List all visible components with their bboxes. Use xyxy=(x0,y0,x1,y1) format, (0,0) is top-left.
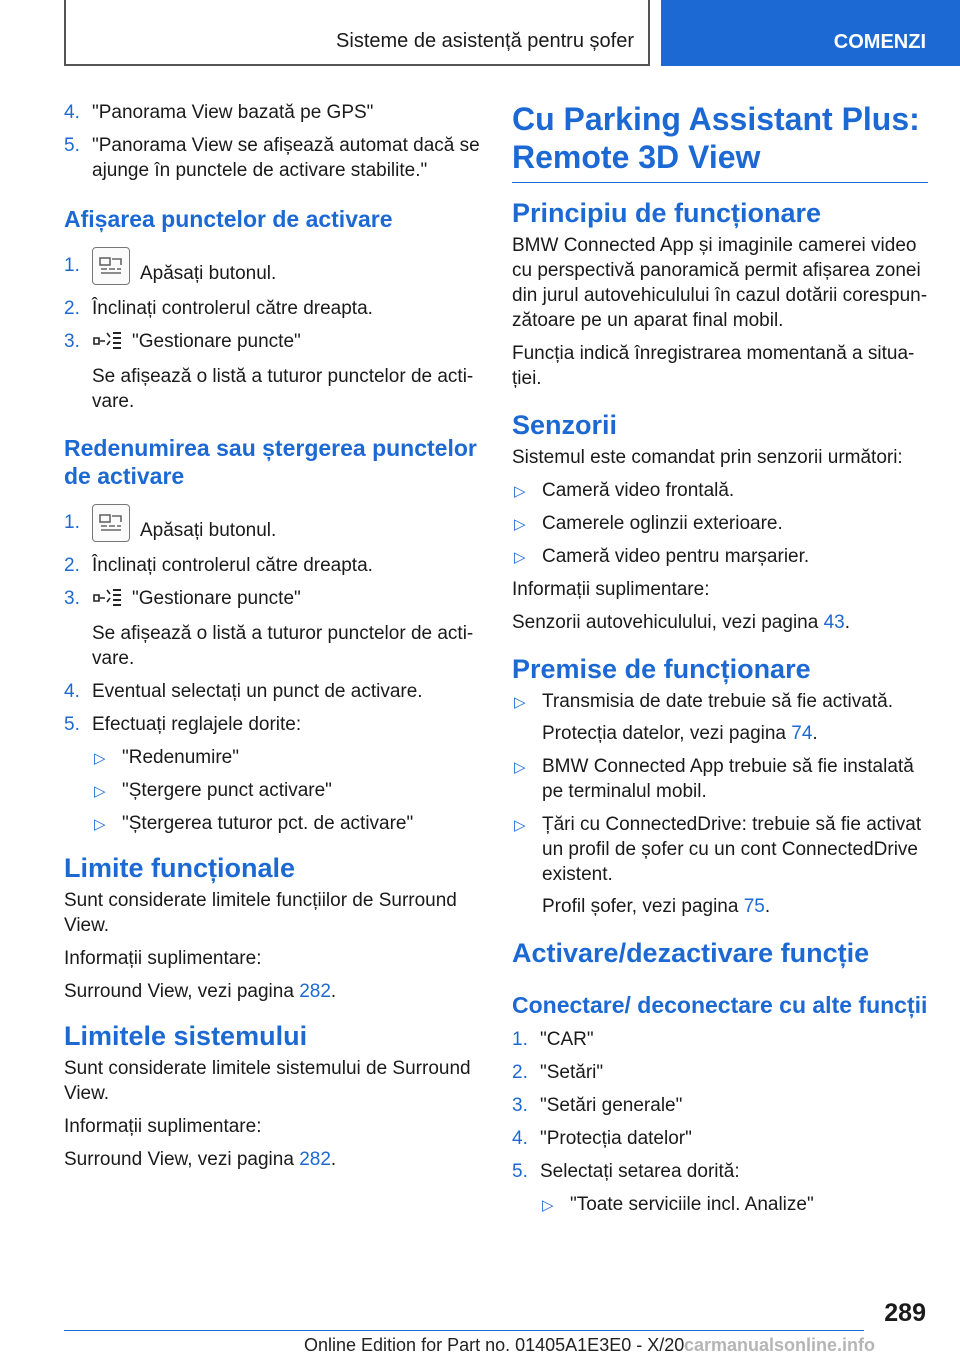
list-item: 4. "Panorama View bazată pe GPS" xyxy=(64,102,374,123)
heading-prerequisites: Premise de funcționare xyxy=(512,654,811,684)
page-reference: Surround View, vezi pagina 282. xyxy=(64,981,337,1002)
list-item: 5. Selectați setarea dorită: xyxy=(512,1161,740,1182)
page-link[interactable]: 282 xyxy=(299,981,331,1002)
left-column xyxy=(64,100,480,1180)
page-reference: Senzorii autovehiculului, vezi pagina 43. xyxy=(512,612,851,633)
paragraph: Informații suplimentare: xyxy=(64,1116,262,1137)
watermark: carmanualsonline.info xyxy=(684,1335,876,1355)
display-steps xyxy=(64,247,480,414)
heading-display-points: Afișarea punctelor de activare xyxy=(64,206,393,232)
edition-note: Online Edition for Part no. 01405A1E3E0 - X/20 xyxy=(304,1335,685,1355)
manage-points-icon xyxy=(92,587,122,614)
list-item: 3. "Gestionare puncte" Se afișează o listă a tuturor punctelor de acti-vare. xyxy=(64,588,474,669)
bullet-item: ▷ Transmisia de date trebuie să fie activată. Protecția datelor, vezi pagina 74. xyxy=(514,691,893,744)
triangle-bullet-icon: ▷ xyxy=(514,483,526,500)
list-item: 3. "Gestionare puncte" Se afișează o listă a tuturor punctelor de acti-vare. xyxy=(64,331,474,412)
page-number: 289 xyxy=(884,1299,926,1327)
paragraph: Sunt considerate limitele funcțiilor de Surround View. xyxy=(64,890,457,936)
bullet-item: ▷ Camerele oglinzii exterioare. xyxy=(512,511,928,536)
page-header xyxy=(0,0,960,66)
paragraph: Sunt considerate limitele sistemului de Surround View. xyxy=(64,1058,471,1104)
camera-button-icon[interactable] xyxy=(92,504,130,542)
triangle-bullet-icon: ▷ xyxy=(514,759,526,776)
section-heading: Cu Parking Assistant Plus: Remote 3D View xyxy=(512,100,928,183)
heading-rename-points: Redenumirea sau ștergerea punctelor de activare xyxy=(64,435,477,489)
list-item: 5. Efectuați reglajele dorite: xyxy=(64,714,302,735)
right-column xyxy=(512,100,928,1225)
triangle-bullet-icon: ▷ xyxy=(514,817,526,834)
camera-button-icon[interactable] xyxy=(92,247,130,285)
list-item: 1. Apăsați butonul. xyxy=(64,504,480,543)
heading-functional-limits: Limite funcționale xyxy=(64,853,296,883)
heading-sensors: Senzorii xyxy=(512,410,618,440)
bullet-item: ▷ BMW Connected App trebuie să fie instalată pe terminalul mobil. xyxy=(514,756,914,802)
list-item: 2. "Setări" xyxy=(512,1062,604,1083)
triangle-bullet-icon: ▷ xyxy=(94,783,106,800)
heading-principle: Principiu de funcționare xyxy=(512,198,822,228)
heading-system-limits: Limitele sistemului xyxy=(64,1021,308,1051)
list-item: 4. Eventual selectați un punct de activare. xyxy=(64,681,423,702)
triangle-bullet-icon: ▷ xyxy=(542,1197,554,1214)
list-item: 1. Apăsați butonul. xyxy=(64,247,480,286)
list-item: 2. Înclinați controlerul către dreapta. xyxy=(64,298,373,319)
top-steps xyxy=(64,100,480,183)
list-item: 2. Înclinați controlerul către dreapta. xyxy=(64,555,373,576)
paragraph: Sistemul este comandat prin senzorii următori: xyxy=(512,447,903,468)
bullet-item: ▷ "Ștergerea tuturor pct. de activare" xyxy=(92,811,480,836)
list-item: 1. "CAR" xyxy=(512,1029,594,1050)
page-link[interactable]: 43 xyxy=(823,612,845,633)
list-item: 5. "Panorama View se afișează automat dacă se ajunge în punctele de activare stabilite." xyxy=(64,135,480,181)
triangle-bullet-icon: ▷ xyxy=(94,750,106,767)
rename-steps xyxy=(64,504,480,836)
list-item: 4. "Protecția datelor" xyxy=(512,1128,692,1149)
list-item: 3. "Setări generale" xyxy=(512,1095,683,1116)
paragraph: BMW Connected App și imaginile camerei video cu perspectivă panoramică permit afișarea zonei din jurul autovehiculului în cazul dotării corespun-zătoare pe un aparat final mobil. xyxy=(512,235,928,331)
heading-connect: Conectare/ deconectare cu alte funcții xyxy=(512,992,928,1018)
page-link[interactable]: 74 xyxy=(791,723,813,744)
triangle-bullet-icon: ▷ xyxy=(94,816,106,833)
activation-steps xyxy=(512,1027,928,1217)
bullet-item: ▷ "Ștergere punct activare" xyxy=(92,778,480,803)
footer-divider xyxy=(64,1330,864,1331)
bullet-item: ▷ "Toate serviciile incl. Analize" xyxy=(540,1192,928,1217)
bullet-item: ▷ Cameră video pentru marșarier. xyxy=(512,544,928,569)
triangle-bullet-icon: ▷ xyxy=(514,549,526,566)
chapter-tab[interactable]: COMENZI xyxy=(661,0,960,66)
section-title: Sisteme de asistență pentru șofer xyxy=(64,0,650,66)
bullet-item: ▷ Țări cu ConnectedDrive: trebuie să fie activat un profil de șofer cu un cont ConnectedDrive existent. Profil șofer, vezi pagina 75. xyxy=(514,814,922,917)
triangle-bullet-icon: ▷ xyxy=(514,516,526,533)
page-reference: Surround View, vezi pagina 282. xyxy=(64,1149,337,1170)
page-link[interactable]: 75 xyxy=(743,896,765,917)
bullet-item: ▷ Cameră video frontală. xyxy=(512,478,928,503)
page-link[interactable]: 282 xyxy=(299,1149,331,1170)
paragraph: Informații suplimentare: xyxy=(64,948,262,969)
paragraph: Funcția indică înregistrarea momentană a situa-ției. xyxy=(512,343,915,389)
bullet-item: ▷ "Redenumire" xyxy=(92,745,480,770)
triangle-bullet-icon: ▷ xyxy=(514,694,526,711)
heading-activation: Activare/dezactivare funcție xyxy=(512,938,870,968)
manage-points-icon xyxy=(92,330,122,357)
paragraph: Informații suplimentare: xyxy=(512,579,710,600)
